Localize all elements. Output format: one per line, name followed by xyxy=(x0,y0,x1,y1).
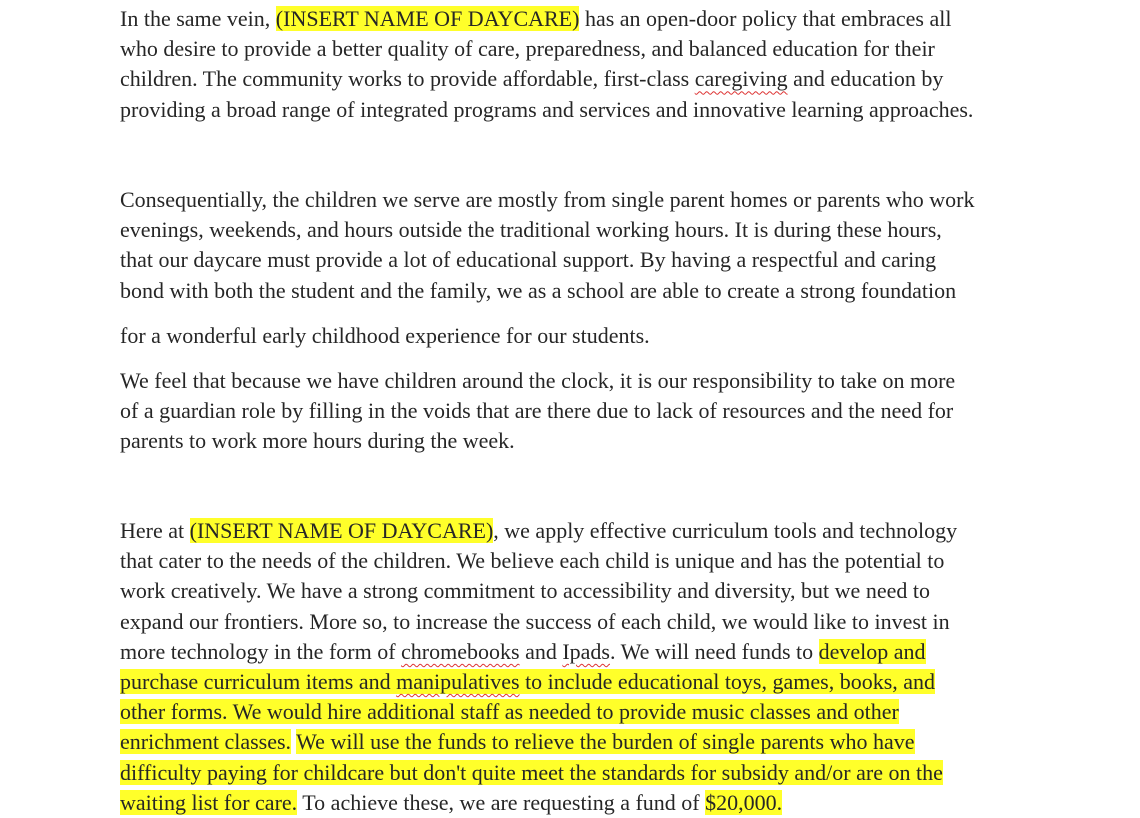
paragraph-open-door-policy xyxy=(120,4,1040,125)
paragraph-guardian-role xyxy=(120,366,1040,457)
spellcheck-word-manipulatives: manipulatives xyxy=(396,668,520,694)
text-line: providing a broad range of integrated programs and services and innovative learning approaches. xyxy=(120,96,974,122)
text-line: bond with both the student and the family, we as a school are able to create a strong foundation xyxy=(120,277,957,303)
paragraph-curriculum-technology xyxy=(120,516,1040,818)
text-line: that cater to the needs of the children. We believe each child is unique and has the potential to xyxy=(120,548,945,574)
text-line: In the same vein, (INSERT NAME OF DAYCARE) has an open-door policy that embraces all xyxy=(120,6,952,31)
text-line: parents to work more hours during the week. xyxy=(120,428,515,454)
text-line xyxy=(120,758,1040,788)
highlighted-text: waiting list for care. xyxy=(120,789,298,815)
highlighted-placeholder-daycare-name: (INSERT NAME OF DAYCARE) xyxy=(275,6,580,31)
text-line: expand our frontiers. More so, to increase the success of each child, we would like to invest in xyxy=(120,608,950,634)
highlighted-text: purchase curriculum items and manipulatives to include educational toys, games, books, and xyxy=(120,668,936,694)
highlighted-text: other forms. We would hire additional staff as needed to provide music classes and other xyxy=(120,699,899,725)
spellcheck-word-chromebooks: chromebooks xyxy=(401,638,520,664)
text-line: of a guardian role by filling in the voids that are there due to lack of resources and the need for xyxy=(120,398,954,424)
text-line: waiting list for care. To achieve these, we are requesting a fund of $20,000. xyxy=(120,789,783,815)
highlighted-placeholder-daycare-name: (INSERT NAME OF DAYCARE) xyxy=(189,518,494,543)
highlighted-text: We will use the funds to relieve the burden of single parents who have xyxy=(296,729,915,755)
text-line: Here at (INSERT NAME OF DAYCARE), we apply effective curriculum tools and technology xyxy=(120,518,958,543)
text-line xyxy=(120,667,1040,697)
highlighted-text: enrichment classes. xyxy=(120,729,292,755)
text-line: that our daycare must provide a lot of educational support. By having a respectful and caring xyxy=(120,247,937,273)
highlighted-text: develop and xyxy=(818,638,926,664)
spellcheck-word-ipads: Ipads xyxy=(562,638,610,664)
text-line: more technology in the form of chromebooks and Ipads. We will need funds to develop and xyxy=(120,638,926,664)
text-line: who desire to provide a better quality of care, preparedness, and balanced education for their xyxy=(120,36,935,62)
spellcheck-word-caregiving: caregiving xyxy=(694,66,788,92)
highlighted-amount: $20,000. xyxy=(705,789,783,815)
text-line: for a wonderful early childhood experience for our students. xyxy=(120,323,650,348)
text-line xyxy=(120,727,1040,757)
text-line: We feel that because we have children around the clock, it is our responsibility to take on more xyxy=(120,368,956,393)
text-line: work creatively. We have a strong commitment to accessibility and diversity, but we need to xyxy=(120,578,930,604)
highlighted-text: difficulty paying for childcare but don't quite meet the standards for subsidy and/or are on the xyxy=(120,759,943,785)
text-line: children. The community works to provide affordable, first-class caregiving and education by xyxy=(120,66,944,92)
paragraph-children-served xyxy=(120,185,1040,306)
text-line: Consequentially, the children we serve are mostly from single parent homes or parents who work xyxy=(120,187,975,212)
text-line xyxy=(120,697,1040,727)
paragraph-foundation-continued xyxy=(120,321,1040,351)
text-line: evenings, weekends, and hours outside the traditional working hours. It is during these hours, xyxy=(120,217,942,243)
